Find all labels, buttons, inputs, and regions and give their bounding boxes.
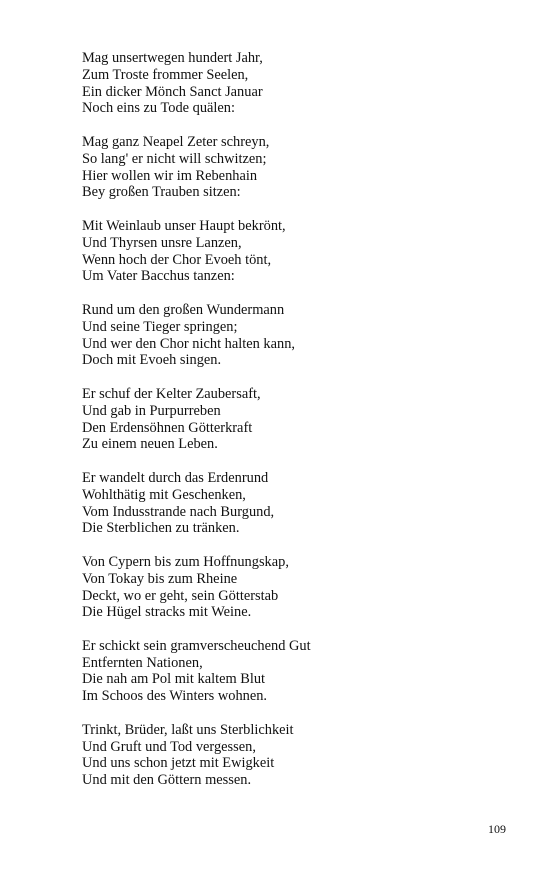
poem-line: Mag ganz Neapel Zeter schreyn, bbox=[82, 133, 270, 150]
poem-line: Und seine Tieger springen; bbox=[82, 318, 238, 335]
poem-line: Er schuf der Kelter Zaubersaft, bbox=[82, 385, 261, 402]
poem-line: Bey großen Trauben sitzen: bbox=[82, 184, 241, 201]
poem-line: Und wer den Chor nicht halten kann, bbox=[82, 335, 296, 352]
stanza bbox=[82, 302, 502, 369]
stanza bbox=[82, 50, 502, 117]
poem bbox=[82, 50, 502, 806]
poem-line: Rund um den großen Wundermann bbox=[82, 301, 285, 318]
poem-line: Und gab in Purpurreben bbox=[82, 402, 221, 419]
stanza bbox=[82, 722, 502, 789]
stanza bbox=[82, 470, 502, 537]
stanza bbox=[82, 218, 502, 285]
poem-line: Die nah am Pol mit kaltem Blut bbox=[82, 671, 266, 688]
page-number: 109 bbox=[488, 822, 506, 836]
poem-line: Von Tokay bis zum Rheine bbox=[82, 570, 238, 587]
stanza bbox=[82, 638, 502, 705]
poem-line: Doch mit Evoeh singen. bbox=[82, 352, 222, 369]
poem-line: Noch eins zu Tode quälen: bbox=[82, 100, 235, 117]
poem-line: Hier wollen wir im Rebenhain bbox=[82, 167, 258, 184]
poem-line: Zum Troste frommer Seelen, bbox=[82, 66, 249, 83]
poem-line: Und Gruft und Tod vergessen, bbox=[82, 738, 256, 755]
poem-line: Von Cypern bis zum Hoffnungskap, bbox=[82, 553, 289, 570]
poem-line: Und Thyrsen unsre Lanzen, bbox=[82, 234, 242, 251]
poem-line: Die Hügel stracks mit Weine. bbox=[82, 604, 252, 621]
poem-line: Wohlthätig mit Geschenken, bbox=[82, 486, 246, 503]
poem-line: Ein dicker Mönch Sanct Januar bbox=[82, 83, 263, 100]
poem-line: Und mit den Göttern messen. bbox=[82, 772, 252, 789]
poem-line: Mag unsertwegen hundert Jahr, bbox=[82, 50, 263, 66]
poem-line: Mit Weinlaub unser Haupt bekrönt, bbox=[82, 217, 286, 234]
poem-line: Wenn hoch der Chor Evoeh tönt, bbox=[82, 251, 272, 268]
poem-line: So lang' er nicht will schwitzen; bbox=[82, 150, 267, 167]
poem-line: Im Schoos des Winters wohnen. bbox=[82, 688, 268, 705]
poem-line: Er wandelt durch das Erdenrund bbox=[82, 469, 269, 486]
poem-line: Den Erdensöhnen Götterkraft bbox=[82, 419, 253, 436]
poem-line: Vom Indusstrande nach Burgund, bbox=[82, 503, 275, 520]
poem-line: Um Vater Bacchus tanzen: bbox=[82, 268, 235, 285]
poem-line: Und uns schon jetzt mit Ewigkeit bbox=[82, 755, 275, 772]
stanza bbox=[82, 386, 502, 453]
poem-line: Entfernten Nationen, bbox=[82, 654, 203, 671]
poem-line: Zu einem neuen Leben. bbox=[82, 436, 218, 453]
poem-line: Deckt, wo er geht, sein Götterstab bbox=[82, 587, 279, 604]
poem-line: Trinkt, Brüder, laßt uns Sterblichkeit bbox=[82, 721, 294, 738]
stanza bbox=[82, 554, 502, 621]
poem-line: Die Sterblichen zu tränken. bbox=[82, 520, 240, 537]
stanza bbox=[82, 134, 502, 201]
poem-line: Er schickt sein gramverscheuchend Gut bbox=[82, 637, 311, 654]
